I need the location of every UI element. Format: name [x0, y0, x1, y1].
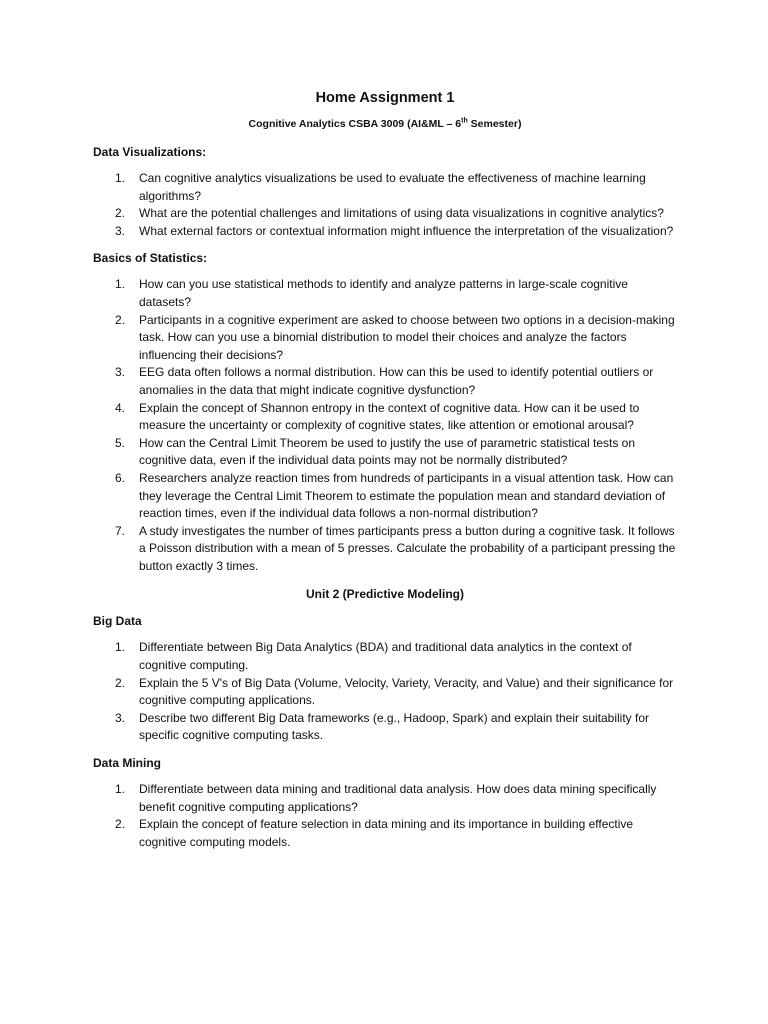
item-number: 2.: [115, 312, 126, 327]
list-item: [93, 675, 677, 710]
list-basics-of-statistics: [93, 276, 677, 575]
item-text: What external factors or contextual information might influence the interpretation of the visualization?: [139, 223, 674, 238]
list-item: [93, 170, 677, 205]
item-number: 4.: [115, 400, 126, 415]
list-item: [93, 710, 677, 745]
subtitle-superscript: th: [461, 117, 468, 125]
list-item: [93, 364, 677, 399]
item-text: Explain the 5 V's of Big Data (Volume, Velocity, Variety, Veracity, and Value) and their significance for cognitive computing applications.: [139, 675, 674, 708]
item-text: Explain the concept of Shannon entropy in the context of cognitive data. How can it be used to measure the uncertainty or complexity of cognitive states, like attention or emotional arousal?: [139, 400, 640, 433]
heading-big-data: Big Data: [93, 614, 142, 629]
list-item: [93, 400, 677, 435]
item-text: Participants in a cognitive experiment are asked to choose between two options in a decision-making task. How can you use a binomial distribution to model their choices and analyze the factors influencing their decisions?: [139, 312, 675, 362]
list-item: [93, 276, 677, 311]
list-item: [93, 312, 677, 365]
document-content: [93, 88, 677, 851]
item-number: 2.: [115, 206, 126, 221]
item-number: 1.: [115, 782, 126, 797]
list-big-data: [93, 639, 677, 745]
item-number: 5.: [115, 435, 126, 450]
document-subtitle: [93, 117, 677, 131]
item-text: What are the potential challenges and limitations of using data visualizations in cognitive analytics?: [139, 206, 664, 221]
item-text: Differentiate between Big Data Analytics (BDA) and traditional data analytics in the context of cognitive computing.: [139, 640, 632, 673]
list-item: [93, 470, 677, 523]
list-item: [93, 781, 677, 816]
item-number: 3.: [115, 710, 126, 725]
item-text: Can cognitive analytics visualizations be used to evaluate the effectiveness of machine learning algorithms?: [139, 171, 646, 203]
list-item: [93, 435, 677, 470]
list-item: [93, 816, 677, 851]
list-item: [93, 639, 677, 674]
item-number: 3.: [115, 223, 126, 238]
heading-data-mining: Data Mining: [93, 756, 161, 771]
item-number: 3.: [115, 365, 126, 380]
list-data-mining: [93, 781, 677, 851]
item-text: EEG data often follows a normal distribution. How can this be used to identify potential outliers or anomalies in the data that might indicate cognitive dysfunction?: [139, 365, 654, 397]
heading-basics-of-statistics: Basics of Statistics:: [93, 251, 208, 266]
list-item: [93, 223, 677, 241]
item-text: Researchers analyze reaction times from hundreds of participants in a visual attention task. How can they leverage the Central Limit Theorem to estimate the population mean and standard deviation of reaction times, even if the individual data follows a non-normal distribution?: [139, 470, 674, 521]
item-number: 2.: [115, 817, 126, 832]
item-text: How can you use statistical methods to identify and analyze patterns in large-scale cognitive datasets?: [139, 277, 628, 309]
list-item: [93, 523, 677, 576]
item-number: 1.: [115, 171, 126, 185]
item-number: 2.: [115, 675, 126, 690]
list-data-visualizations: [93, 170, 677, 240]
subtitle-main: Cognitive Analytics CSBA 3009 (AI&ML – 6: [248, 118, 462, 130]
item-number: 1.: [115, 277, 126, 292]
item-text: Differentiate between data mining and traditional data analysis. How does data mining specifically benefit cognitive computing applications?: [139, 782, 657, 814]
heading-unit-2: Unit 2 (Predictive Modeling): [305, 587, 464, 602]
list-item: [93, 205, 677, 223]
item-text: A study investigates the number of times participants press a button during a cognitive task. It follows a Poisson distribution with a mean of 5 presses. Calculate the probability of a participant pressing the button exactly 3 times.: [139, 523, 676, 573]
item-number: 7.: [115, 523, 126, 538]
item-text: How can the Central Limit Theorem be used to justify the use of parametric statistical tests on cognitive data, even if the individual data points may not be normally distributed?: [139, 435, 636, 468]
item-text: Explain the concept of feature selection in data mining and its importance in building effective cognitive computing models.: [139, 817, 634, 849]
item-number: 6.: [115, 470, 126, 485]
item-number: 1.: [115, 640, 126, 655]
subtitle-end: Semester): [467, 118, 522, 130]
heading-data-visualizations: Data Visualizations:: [93, 145, 207, 159]
document-title: Home Assignment 1: [315, 90, 455, 106]
item-text: Describe two different Big Data frameworks (e.g., Hadoop, Spark) and explain their suitability for specific cognitive computing tasks.: [139, 710, 650, 743]
